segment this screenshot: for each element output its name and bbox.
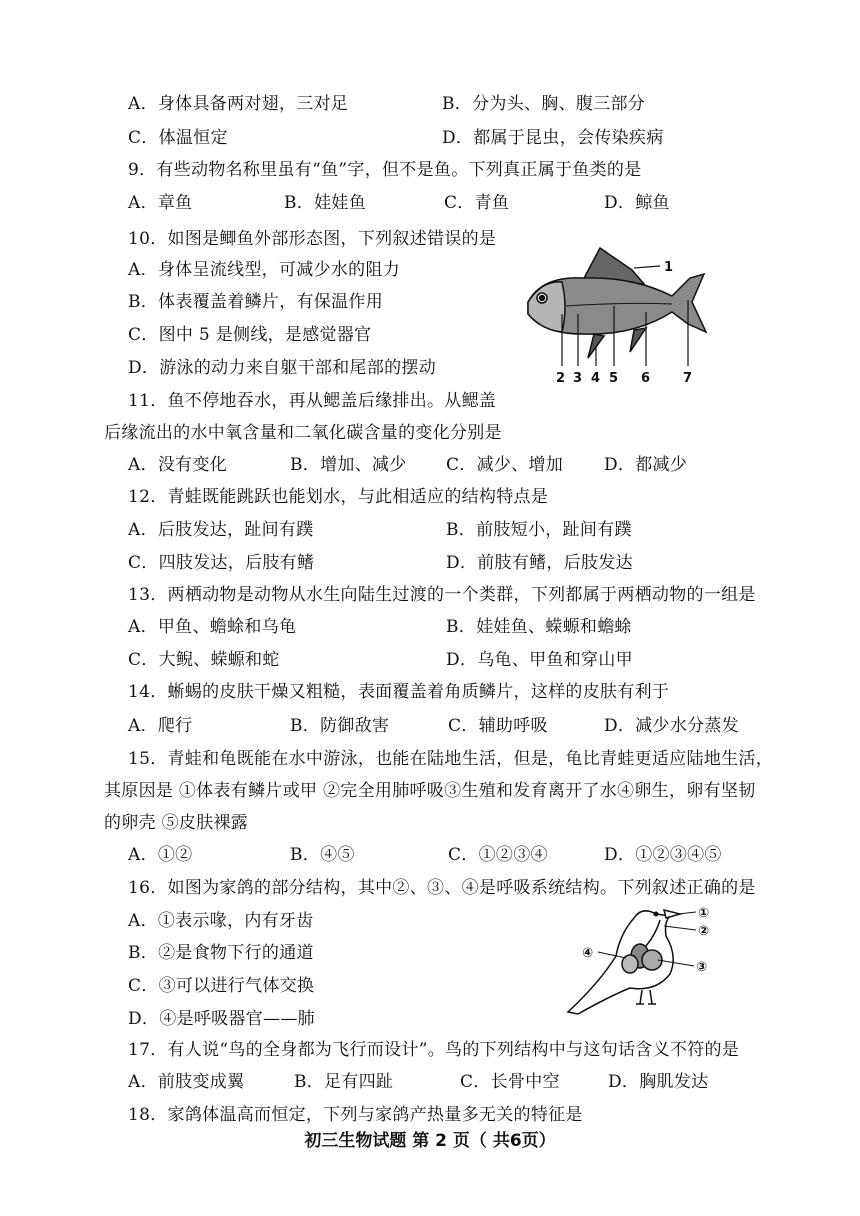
q12-option-c: C．四肢发达，后肢有鳍: [128, 553, 315, 573]
q16-option-b: B．②是食物下行的通道: [128, 943, 314, 963]
q14-option-d: D．减少水分蒸发: [604, 716, 740, 736]
fish-label-7: 7: [683, 371, 693, 386]
q13-option-b: B．娃娃鱼、蝾螈和蟾蜍: [446, 617, 632, 637]
q15-stem-2: 其原因是 ①体表有鳞片或甲 ②完全用肺呼吸③生殖和发育离开了水④卵生，卵有坚韧: [104, 781, 756, 801]
q16-stem: 16．如图为家鸽的部分结构，其中②、③、④是呼吸系统结构。下列叙述正确的是: [128, 878, 756, 898]
q14-option-c: C．辅助呼吸: [448, 716, 548, 736]
q16-option-a: A．①表示喙，内有牙齿: [128, 911, 314, 931]
q12-stem: 12．青蛙既能跳跃也能划水，与此相适应的结构特点是: [128, 487, 549, 507]
q15-option-b: B．④⑤: [290, 845, 355, 865]
q15-option-d: D．①②③④⑤: [604, 845, 722, 865]
q17-option-b: B．足有四趾: [294, 1072, 394, 1092]
page-footer: 初三生物试题 第 2 页（ 共6页）: [304, 1131, 556, 1151]
q15-stem-3: 的卵壳 ⑤皮肤裸露: [104, 813, 249, 833]
q14-option-a: A．爬行: [128, 716, 193, 736]
q17-option-d: D．胸肌发达: [608, 1072, 709, 1092]
q10-option-b: B．体表覆盖着鳞片，有保温作用: [128, 292, 383, 312]
pigeon-label-3: ③: [696, 960, 708, 975]
pigeon-label-4: ④: [582, 946, 594, 961]
q9-option-b: B．娃娃鱼: [284, 193, 366, 213]
q15-stem-1: 15．青蛙和龟既能在水中游泳，也能在陆地生活，但是，龟比青蛙更适应陆地生活，: [128, 749, 774, 769]
q10-option-c: C．图中 5 是侧线，是感觉器官: [128, 325, 372, 345]
q11-option-d: D．都减少: [604, 455, 688, 475]
pigeon-outline: [568, 910, 680, 1014]
q8-option-c: C．体温恒定: [128, 128, 228, 148]
q17-stem: 17．有人说“鸟的全身都为飞行而设计”。鸟的下列结构中与这句话含义不符的是: [128, 1040, 740, 1060]
fish-label-4: 4: [591, 371, 601, 386]
q9-option-d: D．鲸鱼: [604, 193, 670, 213]
q11-option-b: B．增加、减少: [290, 455, 407, 475]
q16-option-d: D．④是呼吸器官——肺: [128, 1009, 315, 1029]
fish-label-2: 2: [556, 371, 566, 386]
pigeon-label-1: ①: [698, 906, 710, 921]
q14-option-b: B．防御敌害: [290, 716, 390, 736]
fish-label-6: 6: [641, 371, 651, 386]
q13-option-d: D．乌龟、甲鱼和穿山甲: [446, 650, 633, 670]
q15-option-c: C．①②③④: [448, 845, 548, 865]
fish-label-3: 3: [573, 371, 583, 386]
q8-option-d: D．都属于昆虫，会传染疾病: [442, 128, 664, 148]
q11-option-a: A．没有变化: [128, 455, 228, 475]
q12-option-b: B．前肢短小，趾间有蹼: [446, 520, 632, 540]
q10-option-a: A．身体呈流线型，可减少水的阻力: [128, 260, 401, 280]
q9-option-a: A．章鱼: [128, 193, 193, 213]
fish-label-1: 1: [664, 260, 674, 275]
q9-stem: 9．有些动物名称里虽有“鱼”字，但不是鱼。下列真正属于鱼类的是: [128, 160, 642, 180]
crucian-carp-figure: [522, 240, 712, 390]
q12-option-a: A．后肢发达，趾间有蹼: [128, 520, 314, 540]
q11-stem-1: 11．鱼不停地吞水，再从鳃盖后缘排出。从鳃盖: [128, 391, 497, 411]
q9-option-c: C．青鱼: [444, 193, 510, 213]
q8-option-b: B．分为头、胸、腹三部分: [442, 94, 646, 114]
q15-option-a: A．①②: [128, 845, 193, 865]
fish-label-5: 5: [609, 371, 619, 386]
q11-option-c: C．减少、增加: [446, 455, 564, 475]
q10-stem: 10．如图是鲫鱼外部形态图，下列叙述错误的是: [128, 229, 497, 249]
pigeon-label-2: ②: [698, 924, 710, 939]
q17-option-c: C．长骨中空: [460, 1072, 560, 1092]
q18-stem: 18．家鸽体温高而恒定，下列与家鸽产热量多无关的特征是: [128, 1105, 583, 1125]
q16-option-c: C．③可以进行气体交换: [128, 976, 315, 996]
q13-option-c: C．大鲵、蝾螈和蛇: [128, 650, 280, 670]
q11-stem-2: 后缘流出的水中氧含量和二氧化碳含量的变化分别是: [104, 423, 502, 443]
q14-stem: 14．蜥蜴的皮肤干燥又粗糙，表面覆盖着角质鳞片，这样的皮肤有利于: [128, 682, 670, 702]
q12-option-d: D．前肢有鳍，后肢发达: [446, 553, 633, 573]
fish-outline: [528, 248, 706, 358]
q13-option-a: A．甲鱼、蟾蜍和乌龟: [128, 617, 297, 637]
pigeon-figure: [560, 900, 730, 1020]
q10-option-d: D．游泳的动力来自躯干部和尾部的摆动: [128, 358, 437, 378]
q13-stem: 13．两栖动物是动物从水生向陆生过渡的一个类群，下列都属于两栖动物的一组是: [128, 585, 756, 605]
q17-option-a: A．前肢变成翼: [128, 1072, 245, 1092]
q8-option-a: A．身体具备两对翅，三对足: [128, 94, 349, 114]
